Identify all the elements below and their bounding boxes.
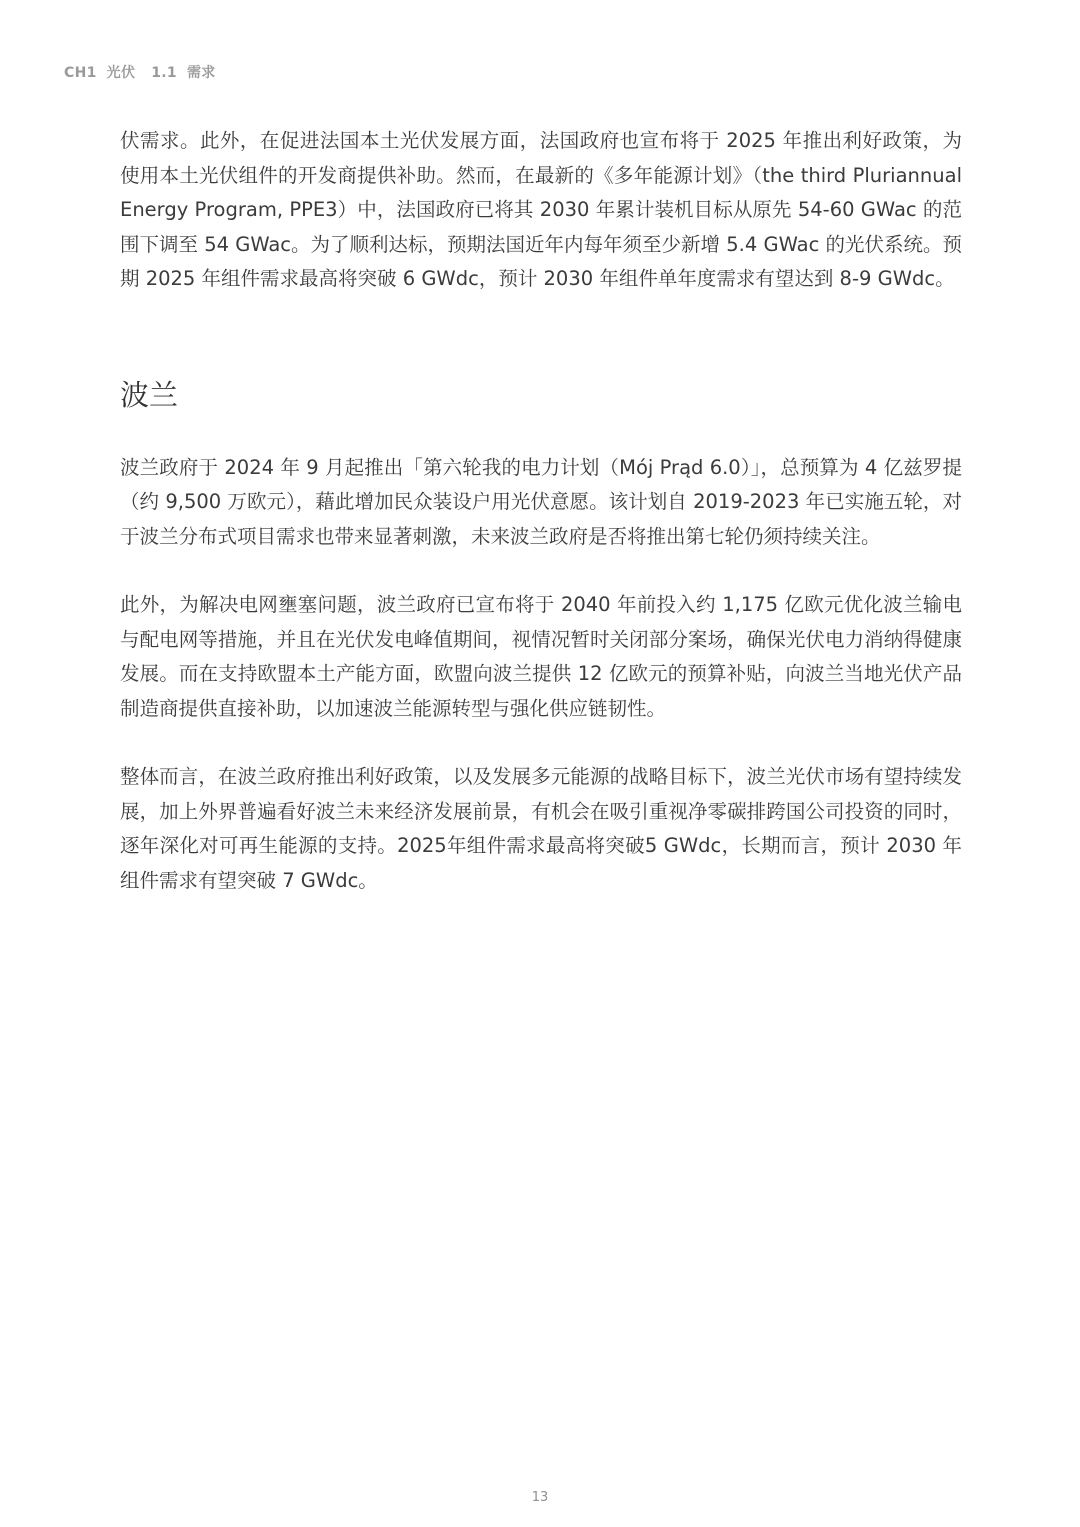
- page-content: [120, 124, 962, 898]
- poland-paragraph-1: 波兰政府于 2024 年 9 月起推出「第六轮我的电力计划（Mój Prąd 6.0）」，总预算为 4 亿兹罗提（约 9,500 万欧元），藉此增加民众装设户用光伏意愿。该计划自 2019-2023 年已实施五轮，对于波兰分布式项目需求也带来显著刺激，未来波兰政府是否将推出第七轮仍须持续关注。: [120, 455, 962, 548]
- france-continuation-paragraph: 伏需求。此外，在促进法国本土光伏发展方面，法国政府也宣布将于 2025 年推出利好政策，为使用本土光伏组件的开发商提供补助。然而，在最新的《多年能源计划》（the third Pluriannual Energy Program, PPE3）中，法国政府已将其 2030 年累计装机目标从原先 54-60 GWac 的范围下调至 54 GWac。为了顺利达标，预期法国近年内每年须至少新增 5.4 GWac 的光伏系统。预期 2025 年组件需求最高将突破 6 GWdc，预计 2030 年组件单年度需求有望达到 8-9 GWdc。: [120, 129, 962, 290]
- poland-section-heading: 波兰: [120, 377, 179, 412]
- poland-paragraph-2: 此外，为解决电网壅塞问题，波兰政府已宣布将于 2040 年前投入约 1,175 亿欧元优化波兰输电与配电网等措施，并且在光伏发电峰值期间，视情况暂时关闭部分案场，确保光伏电力消纳得健康发展。而在支持欧盟本土产能方面，欧盟向波兰提供 12 亿欧元的预算补贴，向波兰当地光伏产品制造商提供直接补助，以加速波兰能源转型与强化供应链韧性。: [120, 593, 962, 720]
- chapter-title: 光伏: [106, 65, 136, 81]
- section-number: 1.1: [151, 65, 177, 81]
- page-number: 13: [531, 1490, 549, 1505]
- poland-paragraph-3: 整体而言，在波兰政府推出利好政策，以及发展多元能源的战略目标下，波兰光伏市场有望持续发展，加上外界普遍看好波兰未来经济发展前景，有机会在吸引重视净零碳排跨国公司投资的同时，逐年深化对可再生能源的支持。2025年组件需求最高将突破5 GWdc，长期而言，预计 2030 年组件需求有望突破 7 GWdc。: [120, 765, 962, 892]
- chapter-label: CH1: [64, 65, 97, 81]
- running-header: [64, 62, 226, 82]
- section-title: 需求: [186, 65, 216, 81]
